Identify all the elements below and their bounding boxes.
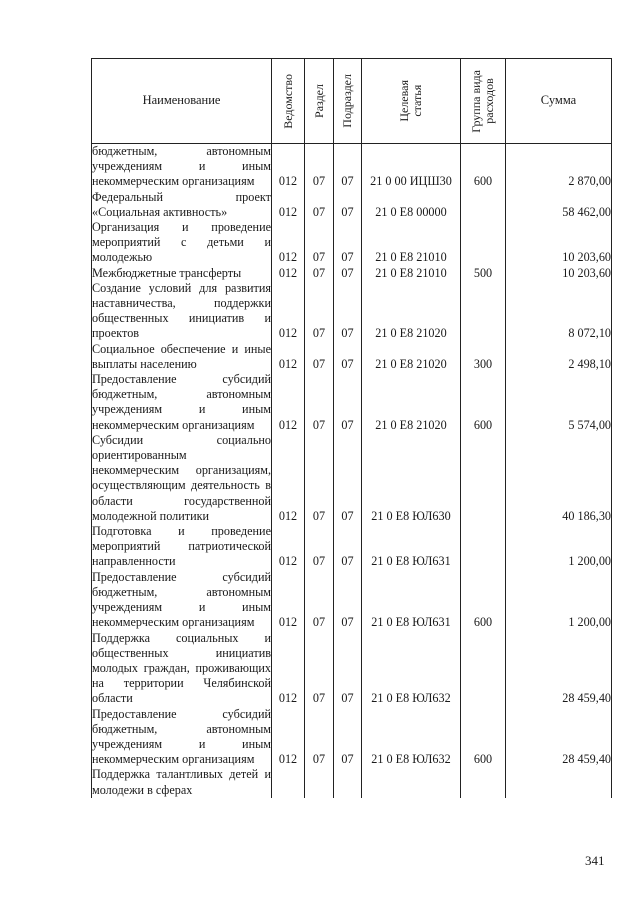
row-ministry: 012	[272, 342, 305, 372]
row-ministry: 012	[272, 570, 305, 631]
header-ministry: Ведомство	[272, 59, 305, 144]
header-amount: Сумма	[506, 59, 612, 144]
row-amount: 10 203,60	[506, 266, 612, 281]
table-row	[92, 342, 612, 372]
table-row	[92, 767, 612, 797]
table-row	[92, 524, 612, 570]
row-ministry	[272, 767, 305, 797]
row-ministry: 012	[272, 707, 305, 768]
row-ministry: 012	[272, 631, 305, 707]
budget-table	[91, 58, 612, 798]
table-row	[92, 190, 612, 220]
row-subsection: 07	[334, 524, 362, 570]
table-row	[92, 144, 612, 190]
row-section: 07	[305, 144, 334, 190]
row-ministry: 012	[272, 144, 305, 190]
row-section: 07	[305, 433, 334, 524]
row-target-item: 21 0 Е8 21020	[362, 342, 461, 372]
table-body	[92, 144, 612, 798]
row-section: 07	[305, 266, 334, 281]
row-ministry: 012	[272, 281, 305, 342]
row-subsection: 07	[334, 220, 362, 266]
row-expense-group: 600	[461, 372, 506, 433]
row-expense-group	[461, 281, 506, 342]
row-amount: 2 498,10	[506, 342, 612, 372]
row-subsection: 07	[334, 707, 362, 768]
row-amount: 28 459,40	[506, 631, 612, 707]
row-name: Создание условий для развития наставничества, поддержки общественных инициатив и проектов	[92, 280, 271, 341]
row-ministry: 012	[272, 220, 305, 266]
row-expense-group: 600	[461, 144, 506, 190]
page-number: 341	[585, 853, 605, 868]
row-expense-group: 600	[461, 570, 506, 631]
row-subsection: 07	[334, 144, 362, 190]
row-name: Поддержка социальных и общественных инициатив молодых граждан, проживающих на территории Челябинской области	[92, 630, 271, 706]
row-amount: 1 200,00	[506, 570, 612, 631]
table-row	[92, 281, 612, 342]
row-amount: 40 186,30	[506, 433, 612, 524]
header-subsection: Подраздел	[334, 59, 362, 144]
row-expense-group: 500	[461, 266, 506, 281]
row-target-item: 21 0 Е8 21010	[362, 220, 461, 266]
row-expense-group: 600	[461, 707, 506, 768]
table-row	[92, 220, 612, 266]
header-section: Раздел	[305, 59, 334, 144]
row-subsection: 07	[334, 281, 362, 342]
table-row	[92, 433, 612, 524]
row-section: 07	[305, 707, 334, 768]
row-name: Организация и проведение мероприятий с детьми и молодежью	[92, 220, 271, 265]
row-subsection: 07	[334, 570, 362, 631]
row-target-item: 21 0 Е8 00000	[362, 190, 461, 220]
header-target-item: Целевая статья	[362, 59, 461, 144]
row-expense-group	[461, 631, 506, 707]
row-subsection: 07	[334, 372, 362, 433]
row-section: 07	[305, 570, 334, 631]
row-name: Предоставление субсидий бюджетным, автономным учреждениям и иным некоммерческим организациям	[92, 372, 271, 432]
table-row	[92, 707, 612, 768]
row-amount: 28 459,40	[506, 707, 612, 768]
row-expense-group	[461, 220, 506, 266]
row-ministry: 012	[272, 190, 305, 220]
table-row	[92, 372, 612, 433]
row-amount: 5 574,00	[506, 372, 612, 433]
row-target-item: 21 0 Е8 21020	[362, 372, 461, 433]
row-name: Предоставление субсидий бюджетным, автономным учреждениям и иным некоммерческим организациям	[92, 706, 271, 767]
row-amount	[506, 767, 612, 797]
table-row	[92, 570, 612, 631]
row-amount: 58 462,00	[506, 190, 612, 220]
row-ministry: 012	[272, 372, 305, 433]
row-target-item: 21 0 Е8 ЮЛ630	[362, 433, 461, 524]
row-expense-group	[461, 524, 506, 570]
row-section: 07	[305, 631, 334, 707]
row-expense-group	[461, 433, 506, 524]
row-name: Социальное обеспечение и иные выплаты населению	[92, 341, 271, 371]
row-amount: 8 072,10	[506, 281, 612, 342]
row-name: Подготовка и проведение мероприятий патриотической направленности	[92, 524, 271, 569]
row-name: Межбюджетные трансферты	[92, 266, 272, 281]
row-ministry: 012	[272, 524, 305, 570]
row-target-item: 21 0 Е8 ЮЛ631	[362, 570, 461, 631]
header-expense-group: Группа вида расходов	[461, 59, 506, 144]
row-ministry: 012	[272, 433, 305, 524]
header-name: Наименование	[92, 59, 272, 144]
row-amount: 1 200,00	[506, 524, 612, 570]
row-section: 07	[305, 190, 334, 220]
row-section: 07	[305, 220, 334, 266]
table-row	[92, 631, 612, 707]
row-subsection: 07	[334, 190, 362, 220]
row-expense-group	[461, 767, 506, 797]
row-section: 07	[305, 372, 334, 433]
row-subsection	[334, 767, 362, 797]
row-name: Субсидии социально ориентированным некоммерческим организациям, осуществляющим деятельность в области государственной молодежной политики	[92, 432, 271, 523]
row-subsection: 07	[334, 342, 362, 372]
row-name: Поддержка талантливых детей и молодежи в сферах	[92, 767, 271, 797]
row-expense-group	[461, 190, 506, 220]
row-subsection: 07	[334, 433, 362, 524]
row-name: Предоставление субсидий бюджетным, автономным учреждениям и иным некоммерческим организациям	[92, 569, 271, 630]
row-target-item: 21 0 00 ИЦШ30	[362, 144, 461, 190]
row-expense-group: 300	[461, 342, 506, 372]
row-section: 07	[305, 342, 334, 372]
row-subsection: 07	[334, 266, 362, 281]
table-row	[92, 266, 612, 281]
row-section	[305, 767, 334, 797]
row-target-item: 21 0 Е8 ЮЛ632	[362, 631, 461, 707]
row-amount: 10 203,60	[506, 220, 612, 266]
row-ministry: 012	[272, 266, 305, 281]
row-section: 07	[305, 524, 334, 570]
row-target-item: 21 0 Е8 ЮЛ631	[362, 524, 461, 570]
row-name: Федеральный проект «Социальная активность»	[92, 189, 271, 219]
table-header-row	[92, 59, 612, 144]
row-target-item: 21 0 Е8 21010	[362, 266, 461, 281]
row-target-item: 21 0 Е8 21020	[362, 281, 461, 342]
row-section: 07	[305, 281, 334, 342]
row-amount: 2 870,00	[506, 144, 612, 190]
row-target-item	[362, 767, 461, 797]
row-subsection: 07	[334, 631, 362, 707]
row-name: бюджетным, автономным учреждениям и иным некоммерческим организациям	[92, 144, 271, 189]
row-target-item: 21 0 Е8 ЮЛ632	[362, 707, 461, 768]
